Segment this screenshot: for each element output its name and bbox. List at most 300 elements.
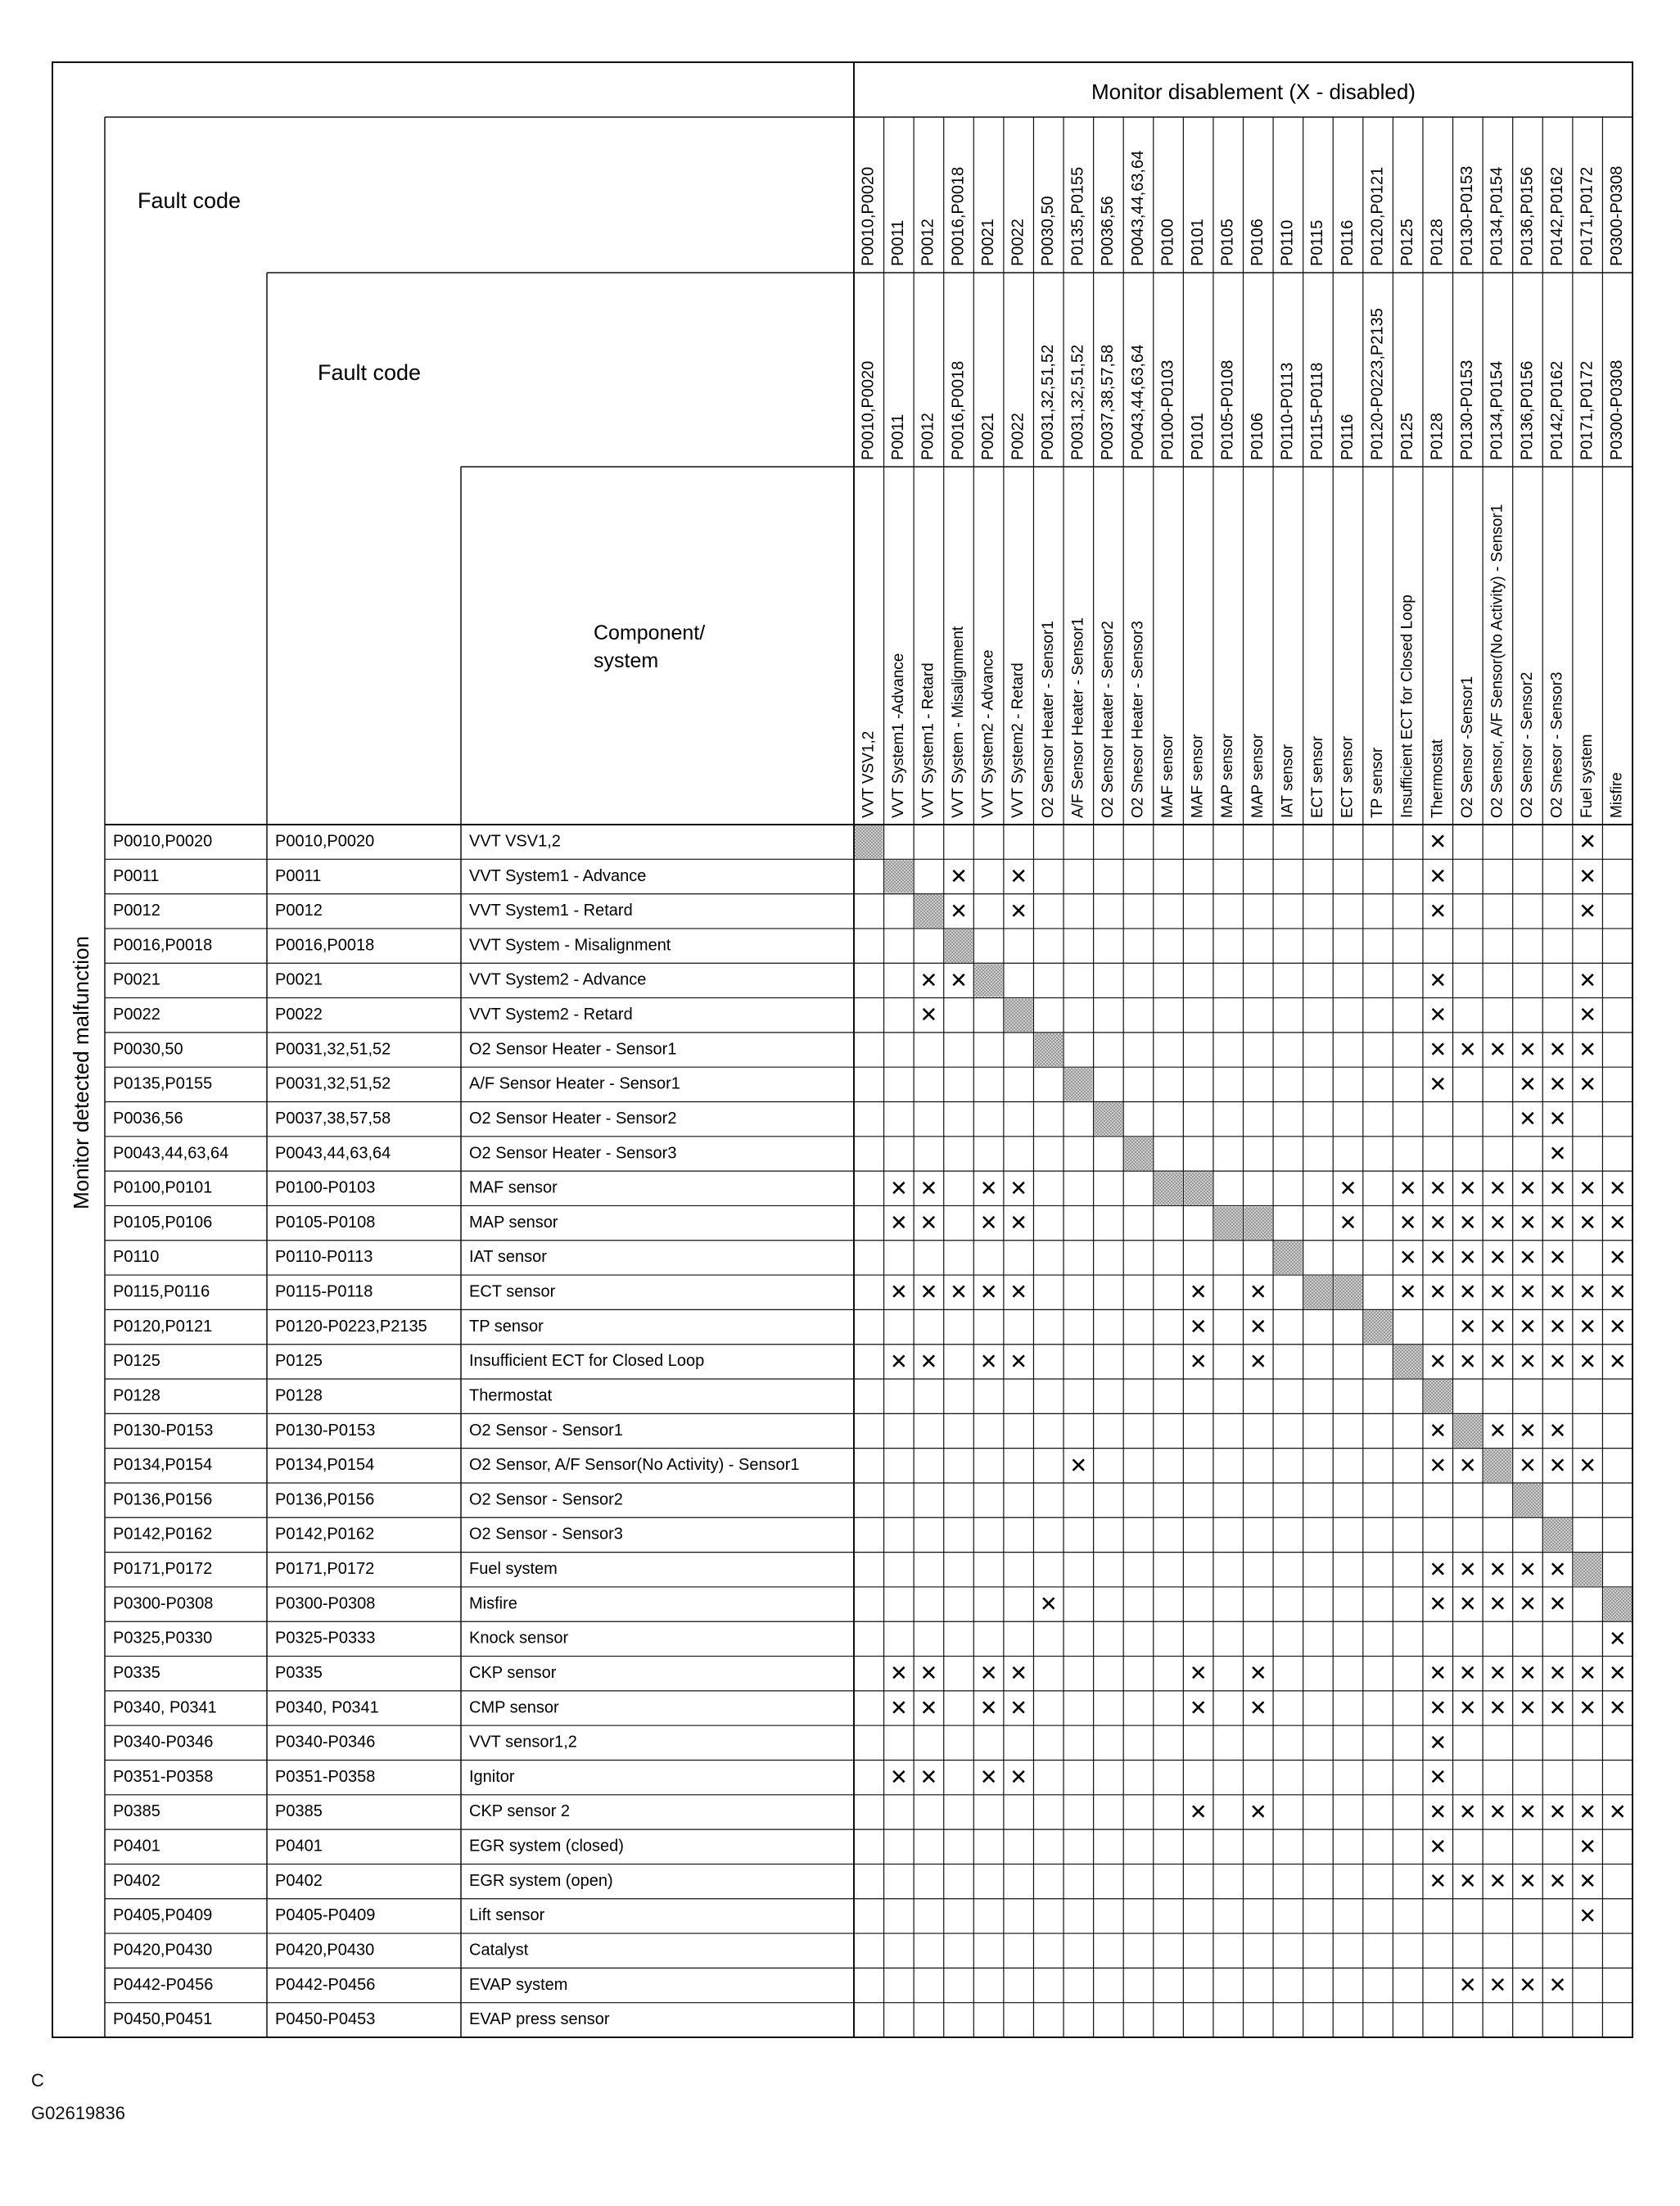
disabled-mark: ✕ [1488,1419,1507,1444]
disabled-mark: ✕ [1069,1453,1088,1479]
disabled-mark: ✕ [1488,1349,1507,1375]
disabled-mark: ✕ [1398,1176,1417,1201]
disabled-mark: ✕ [1548,1211,1567,1236]
row-fault-code-2: P0125 [275,1352,323,1371]
row-fault-code-1: P0021 [113,970,160,989]
header-component: ECT sensor [1308,736,1326,818]
header-component: Fuel system [1578,734,1596,818]
self-monitor-cell [1154,1172,1183,1205]
header-component: O2 Sensor Heater - Sensor1 [1039,621,1057,818]
header-component: VVT System - Misalignment [950,626,968,818]
row-component: O2 Sensor Heater - Sensor1 [469,1040,677,1059]
disabled-mark: ✕ [1548,1315,1567,1340]
row-fault-code-1: P0340-P0346 [113,1733,214,1752]
row-fault-code-2: P0100-P0103 [275,1178,376,1197]
header-fault-code-2: P0115-P0118 [1308,362,1327,460]
disabled-mark: ✕ [1578,830,1597,855]
row-component: O2 Sensor - Sensor3 [469,1525,623,1544]
disabled-mark: ✕ [1429,1245,1447,1271]
row-fault-code-2: P0340, P0341 [275,1698,379,1717]
header-fault-code-1: P0011 [889,219,908,266]
row-fault-code-2: P0325-P0333 [275,1629,376,1648]
disabled-mark: ✕ [1608,1349,1627,1375]
disabled-mark: ✕ [919,1696,938,1721]
row-fault-code-1: P0335 [113,1663,160,1682]
disabled-mark: ✕ [1519,1869,1537,1895]
disabled-mark: ✕ [1519,1557,1537,1583]
row-fault-code-1: P0401 [113,1837,160,1856]
header-component: O2 Snesor - Sensor3 [1548,671,1566,818]
row-fault-code-2: P0022 [275,1006,323,1024]
disabled-mark: ✕ [1458,1349,1477,1375]
row-component: O2 Sensor Heater - Sensor3 [469,1144,677,1163]
disabled-mark: ✕ [1189,1800,1208,1825]
fault-code-label-secondary: Fault code [318,360,422,385]
disabled-mark: ✕ [889,1765,908,1791]
disabled-mark: ✕ [979,1765,998,1791]
disabled-mark: ✕ [889,1280,908,1305]
row-fault-code-2: P0134,P0154 [275,1456,375,1475]
row-fault-code-2: P0016,P0018 [275,936,375,955]
row-component: VVT sensor1,2 [469,1733,577,1752]
self-monitor-cell [1274,1241,1303,1274]
row-fault-code-2: P0351-P0358 [275,1767,376,1786]
disabled-mark: ✕ [1429,1072,1447,1097]
header-fault-code-1: P0115 [1308,219,1327,266]
row-fault-code-2: P0037,38,57,58 [275,1109,391,1128]
header-fault-code-1: P0116 [1338,219,1357,266]
header-fault-code-2: P0037,38,57,58 [1099,344,1118,460]
disabled-mark: ✕ [1519,1349,1537,1375]
self-monitor-cell [1574,1553,1602,1586]
disabled-mark: ✕ [1458,1176,1477,1201]
row-component: MAF sensor [469,1178,558,1197]
row-component: CKP sensor [469,1663,557,1682]
header-fault-code-1: P0012 [919,219,937,266]
fault-code-label-primary: Fault code [138,188,242,213]
header-fault-code-1: P0120,P0121 [1368,166,1387,266]
header-fault-code-2: P0142,P0162 [1547,360,1566,460]
row-fault-code-1: P0115,P0116 [113,1282,210,1301]
disabled-mark: ✕ [1249,1661,1267,1687]
header-fault-code-1: P0110 [1278,219,1297,266]
header-fault-code-2: P0125 [1398,413,1416,460]
self-monitor-cell [915,895,943,928]
disabled-mark: ✕ [1488,1315,1507,1340]
disabled-mark: ✕ [1429,899,1447,924]
disabled-mark: ✕ [1488,1661,1507,1687]
disabled-mark: ✕ [1429,1280,1447,1305]
header-fault-code-1: P0021 [978,219,997,266]
row-fault-code-1: P0010,P0020 [113,832,213,851]
disabled-mark: ✕ [1009,1280,1028,1305]
self-monitor-cell [945,929,973,962]
disabled-mark: ✕ [919,1211,938,1236]
disabled-mark: ✕ [919,1280,938,1305]
disabled-mark: ✕ [979,1349,998,1375]
disabled-mark: ✕ [1548,1800,1567,1825]
row-fault-code-1: P0450,P0451 [113,2010,213,2029]
row-component: CMP sensor [469,1698,559,1717]
header-component: MAP sensor [1249,733,1267,818]
disabled-mark: ✕ [1519,1107,1537,1132]
disabled-mark: ✕ [889,1661,908,1687]
row-fault-code-1: P0385 [113,1802,160,1821]
disabled-mark: ✕ [1458,1973,1477,1999]
disabled-mark: ✕ [1578,1800,1597,1825]
disabled-mark: ✕ [1009,864,1028,889]
row-fault-code-1: P0012 [113,902,160,920]
disabled-mark: ✕ [1578,968,1597,993]
self-monitor-cell [1543,1518,1572,1551]
self-monitor-cell [1364,1310,1393,1343]
header-fault-code-1: P0022 [1009,219,1027,266]
self-monitor-cell [1424,1380,1452,1413]
disabled-mark: ✕ [1519,1696,1537,1721]
disabled-mark: ✕ [919,968,938,993]
header-component: O2 Sensor - Sensor2 [1518,671,1536,818]
disabled-mark: ✕ [1189,1315,1208,1340]
disabled-mark: ✕ [1578,1003,1597,1028]
disabled-mark: ✕ [1519,1661,1537,1687]
header-fault-code-2: P0105-P0108 [1218,359,1237,460]
self-monitor-cell [1124,1137,1153,1170]
header-fault-code-2: P0031,32,51,52 [1039,344,1058,460]
disabled-mark: ✕ [1398,1280,1417,1305]
disabled-mark: ✕ [1339,1176,1357,1201]
header-fault-code-2: P0110-P0113 [1278,362,1297,460]
self-monitor-cell [855,825,883,858]
header-component: VVT System2 - Retard [1009,662,1027,818]
row-fault-code-1: P0130-P0153 [113,1421,214,1440]
header-component: VVT System1 -Advance [889,653,907,818]
header-fault-code-2: P0101 [1188,413,1207,460]
row-fault-code-1: P0110 [113,1248,160,1267]
disabled-mark: ✕ [1608,1211,1627,1236]
disabled-mark: ✕ [1488,1800,1507,1825]
self-monitor-cell [885,860,914,893]
header-component: Insufficient ECT for Closed Loop [1398,594,1416,818]
disabled-mark: ✕ [1548,1037,1567,1063]
component-label-line2: system [594,649,659,672]
header-component: A/F Sensor Heater - Sensor1 [1069,617,1087,818]
header-fault-code-1: P0010,P0020 [859,166,878,266]
disabled-mark: ✕ [1548,1592,1567,1617]
disabled-mark: ✕ [950,1280,968,1305]
disabled-mark: ✕ [1578,1453,1597,1479]
disabled-mark: ✕ [1458,1592,1477,1617]
figure-id: G02619836 [31,2103,125,2123]
row-fault-code-2: P0043,44,63,64 [275,1144,391,1163]
header-fault-code-1: P0100 [1158,219,1177,266]
row-fault-code-2: P0385 [275,1802,323,1821]
disabled-mark: ✕ [1578,1834,1597,1860]
self-monitor-cell [974,964,1003,997]
self-monitor-cell [1064,1068,1093,1101]
disabled-mark: ✕ [1009,1765,1028,1791]
disabled-mark: ✕ [1519,1315,1537,1340]
disabled-mark: ✕ [1608,1800,1627,1825]
self-monitor-cell [1393,1345,1422,1378]
disabled-mark: ✕ [1608,1661,1627,1687]
row-fault-code-1: P0043,44,63,64 [113,1144,229,1163]
disabled-mark: ✕ [1429,1696,1447,1721]
disabled-mark: ✕ [1249,1315,1267,1340]
row-fault-code-2: P0031,32,51,52 [275,1040,391,1059]
row-component: Fuel system [469,1560,558,1579]
disabled-mark: ✕ [1429,1211,1447,1236]
disabled-mark: ✕ [1488,1211,1507,1236]
row-component: EVAP press sensor [469,2010,610,2029]
disabled-mark: ✕ [1189,1696,1208,1721]
disabled-mark: ✕ [1429,1003,1447,1028]
disabled-mark: ✕ [1548,1661,1567,1687]
disabled-mark: ✕ [1578,1072,1597,1097]
disabled-mark: ✕ [1458,1869,1477,1895]
header-component: VVT VSV1,2 [860,730,878,818]
row-component: VVT VSV1,2 [469,832,561,851]
header-component: IAT sensor [1279,744,1297,818]
header-fault-code-1: P0128 [1428,219,1447,266]
row-fault-code-1: P0135,P0155 [113,1074,213,1093]
disabled-mark: ✕ [1458,1696,1477,1721]
disabled-mark: ✕ [950,864,968,889]
disabled-mark: ✕ [1519,1592,1537,1617]
disabled-mark: ✕ [950,899,968,924]
header-fault-code-1: P0142,P0162 [1547,166,1566,266]
row-fault-code-1: P0128 [113,1386,160,1405]
disabled-mark: ✕ [1519,1176,1537,1201]
disabled-mark: ✕ [919,1661,938,1687]
row-fault-code-2: P0142,P0162 [275,1525,375,1544]
disabled-mark: ✕ [1458,1315,1477,1340]
header-fault-code-2: P0022 [1009,413,1027,460]
disabled-mark: ✕ [1458,1800,1477,1825]
self-monitor-cell [1334,1276,1362,1309]
header-fault-code-1: P0101 [1188,219,1207,266]
disabled-mark: ✕ [919,1349,938,1375]
disabled-mark: ✕ [1488,1973,1507,1999]
row-component: Misfire [469,1594,517,1613]
header-fault-code-2: P0021 [978,413,997,460]
header-fault-code-1: P0043,44,63,64 [1128,150,1147,266]
row-fault-code-2: P0010,P0020 [275,832,375,851]
disabled-mark: ✕ [1519,1419,1537,1444]
row-component: IAT sensor [469,1248,547,1267]
header-fault-code-2: P0016,P0018 [949,360,968,460]
row-component: Thermostat [469,1386,553,1405]
disabled-mark: ✕ [1548,1696,1567,1721]
disabled-mark: ✕ [1429,1592,1447,1617]
disabled-mark: ✕ [1458,1661,1477,1687]
row-fault-code-1: P0022 [113,1006,160,1024]
disabled-mark: ✕ [1009,1661,1028,1687]
row-fault-code-2: P0335 [275,1663,323,1682]
header-fault-code-1: P0030,50 [1039,196,1058,266]
disabled-mark: ✕ [1548,1107,1567,1132]
self-monitor-cell [1603,1588,1632,1621]
row-fault-code-1: P0420,P0430 [113,1941,213,1960]
row-fault-code-2: P0300-P0308 [275,1594,376,1613]
disabled-mark: ✕ [919,1176,938,1201]
row-fault-code-2: P0402 [275,1871,323,1890]
row-component: O2 Sensor - Sensor2 [469,1490,623,1509]
row-fault-code-1: P0171,P0172 [113,1560,213,1579]
row-fault-code-2: P0011 [275,866,322,885]
row-component: EVAP system [469,1975,568,1994]
disabled-mark: ✕ [1458,1280,1477,1305]
disabled-mark: ✕ [1009,1696,1028,1721]
disabled-mark: ✕ [1519,1973,1537,1999]
monitor-detected-malfunction-label: Monitor detected malfunction [69,936,93,1209]
row-component: A/F Sensor Heater - Sensor1 [469,1074,680,1093]
disabled-mark: ✕ [889,1176,908,1201]
self-monitor-cell [1454,1414,1483,1447]
disabled-mark: ✕ [1578,1869,1597,1895]
disabled-mark: ✕ [1189,1280,1208,1305]
monitor-disablement-title: Monitor disablement (X - disabled) [1091,79,1416,104]
row-fault-code-2: P0120-P0223,P2135 [275,1317,427,1336]
header-component: O2 Snesor Heater - Sensor3 [1129,621,1147,818]
disabled-mark: ✕ [1429,1349,1447,1375]
header-fault-code-1: P0016,P0018 [949,166,968,266]
header-component: O2 Sensor -Sensor1 [1458,676,1476,818]
header-component: MAP sensor [1219,733,1237,818]
disabled-mark: ✕ [1458,1453,1477,1479]
disabled-mark: ✕ [1548,1419,1567,1444]
disabled-mark: ✕ [1578,1280,1597,1305]
self-monitor-cell [1034,1033,1063,1066]
disabled-mark: ✕ [1548,1973,1567,1999]
disabled-mark: ✕ [1189,1661,1208,1687]
row-fault-code-1: P0142,P0162 [113,1525,213,1544]
disabled-mark: ✕ [1339,1211,1357,1236]
disabled-mark: ✕ [1548,1557,1567,1583]
header-fault-code-2: P0120-P0223,P2135 [1368,308,1387,460]
disabled-mark: ✕ [1429,1765,1447,1791]
disabled-mark: ✕ [919,1003,938,1028]
disabled-mark: ✕ [1548,1176,1567,1201]
disabled-mark: ✕ [1429,1730,1447,1756]
row-fault-code-2: P0128 [275,1386,323,1405]
header-component: O2 Sensor, A/F Sensor(No Activity) - Sensor1 [1488,504,1506,818]
disabled-mark: ✕ [1429,1176,1447,1201]
disabled-mark: ✕ [1578,1661,1597,1687]
row-fault-code-1: P0351-P0358 [113,1767,214,1786]
self-monitor-cell [1095,1103,1123,1136]
disabled-mark: ✕ [1458,1211,1477,1236]
header-fault-code-2: P0106 [1249,413,1267,460]
disabled-mark: ✕ [889,1349,908,1375]
disabled-mark: ✕ [1578,864,1597,889]
row-component: Knock sensor [469,1629,569,1648]
disabled-mark: ✕ [1429,968,1447,993]
row-fault-code-2: P0136,P0156 [275,1490,375,1509]
row-component: TP sensor [469,1317,544,1336]
row-fault-code-2: P0171,P0172 [275,1560,375,1579]
disabled-mark: ✕ [1009,899,1028,924]
disabled-mark: ✕ [1519,1453,1537,1479]
row-component: VVT System2 - Retard [469,1006,633,1024]
disabled-mark: ✕ [1429,1453,1447,1479]
row-component: O2 Sensor - Sensor1 [469,1421,623,1440]
disabled-mark: ✕ [1458,1037,1477,1063]
row-fault-code-1: P0325,P0330 [113,1629,213,1648]
row-fault-code-1: P0125 [113,1352,160,1371]
header-fault-code-1: P0036,56 [1099,196,1118,266]
disabled-mark: ✕ [1548,1245,1567,1271]
header-fault-code-1: P0106 [1249,219,1267,266]
disabled-mark: ✕ [1488,1592,1507,1617]
row-fault-code-2: P0130-P0153 [275,1421,376,1440]
row-component: EGR system (open) [469,1871,613,1890]
row-fault-code-1: P0134,P0154 [113,1456,213,1475]
header-fault-code-1: P0300-P0308 [1607,165,1626,266]
disabled-mark: ✕ [1488,1557,1507,1583]
row-fault-code-2: P0110-P0113 [275,1248,373,1267]
row-fault-code-2: P0442-P0456 [275,1975,376,1994]
row-fault-code-1: P0405,P0409 [113,1906,213,1925]
self-monitor-cell [1214,1206,1243,1239]
disabled-mark: ✕ [1429,1834,1447,1860]
disabled-mark: ✕ [1608,1626,1627,1652]
row-fault-code-2: P0420,P0430 [275,1941,375,1960]
disabled-mark: ✕ [1578,1315,1597,1340]
row-fault-code-2: P0450-P0453 [275,2010,376,2029]
row-fault-code-2: P0105-P0108 [275,1213,376,1232]
disabled-mark: ✕ [1608,1245,1627,1271]
header-component: MAF sensor [1189,734,1207,818]
header-component: TP sensor [1369,747,1387,818]
row-fault-code-1: P0442-P0456 [113,1975,214,1994]
self-monitor-cell [1304,1276,1333,1309]
header-fault-code-2: P0010,P0020 [859,360,878,460]
header-component: VVT System1 - Retard [919,662,937,818]
disabled-mark: ✕ [1398,1245,1417,1271]
disabled-mark: ✕ [889,1211,908,1236]
row-component: VVT System1 - Retard [469,902,633,920]
disabled-mark: ✕ [1009,1176,1028,1201]
self-monitor-cell [1244,1206,1273,1239]
header-fault-code-1: P0105 [1218,219,1237,266]
disabled-mark: ✕ [1519,1245,1537,1271]
disabled-mark: ✕ [1009,1349,1028,1375]
disabled-mark: ✕ [950,968,968,993]
disabled-mark: ✕ [1249,1800,1267,1825]
header-fault-code-2: P0100-P0103 [1158,359,1177,460]
disabled-mark: ✕ [979,1280,998,1305]
row-component: ECT sensor [469,1282,556,1301]
row-fault-code-1: P0011 [113,866,160,885]
disabled-mark: ✕ [1429,864,1447,889]
row-fault-code-1: P0016,P0018 [113,936,213,955]
row-fault-code-2: P0405-P0409 [275,1906,376,1925]
component-label-line1: Component/ [594,622,706,644]
row-component: O2 Sensor Heater - Sensor2 [469,1109,677,1128]
row-fault-code-2: P0401 [275,1837,323,1856]
disabled-mark: ✕ [1578,1037,1597,1063]
row-component: Ignitor [469,1767,515,1786]
disabled-mark: ✕ [979,1211,998,1236]
row-fault-code-2: P0115-P0118 [275,1282,373,1301]
row-fault-code-1: P0136,P0156 [113,1490,213,1509]
header-fault-code-2: P0171,P0172 [1578,360,1596,460]
disabled-mark: ✕ [979,1176,998,1201]
header-component: O2 Sensor Heater - Sensor2 [1099,621,1117,818]
disabled-mark: ✕ [1548,1869,1567,1895]
row-fault-code-1: P0340, P0341 [113,1698,217,1717]
self-monitor-cell [1484,1449,1512,1482]
